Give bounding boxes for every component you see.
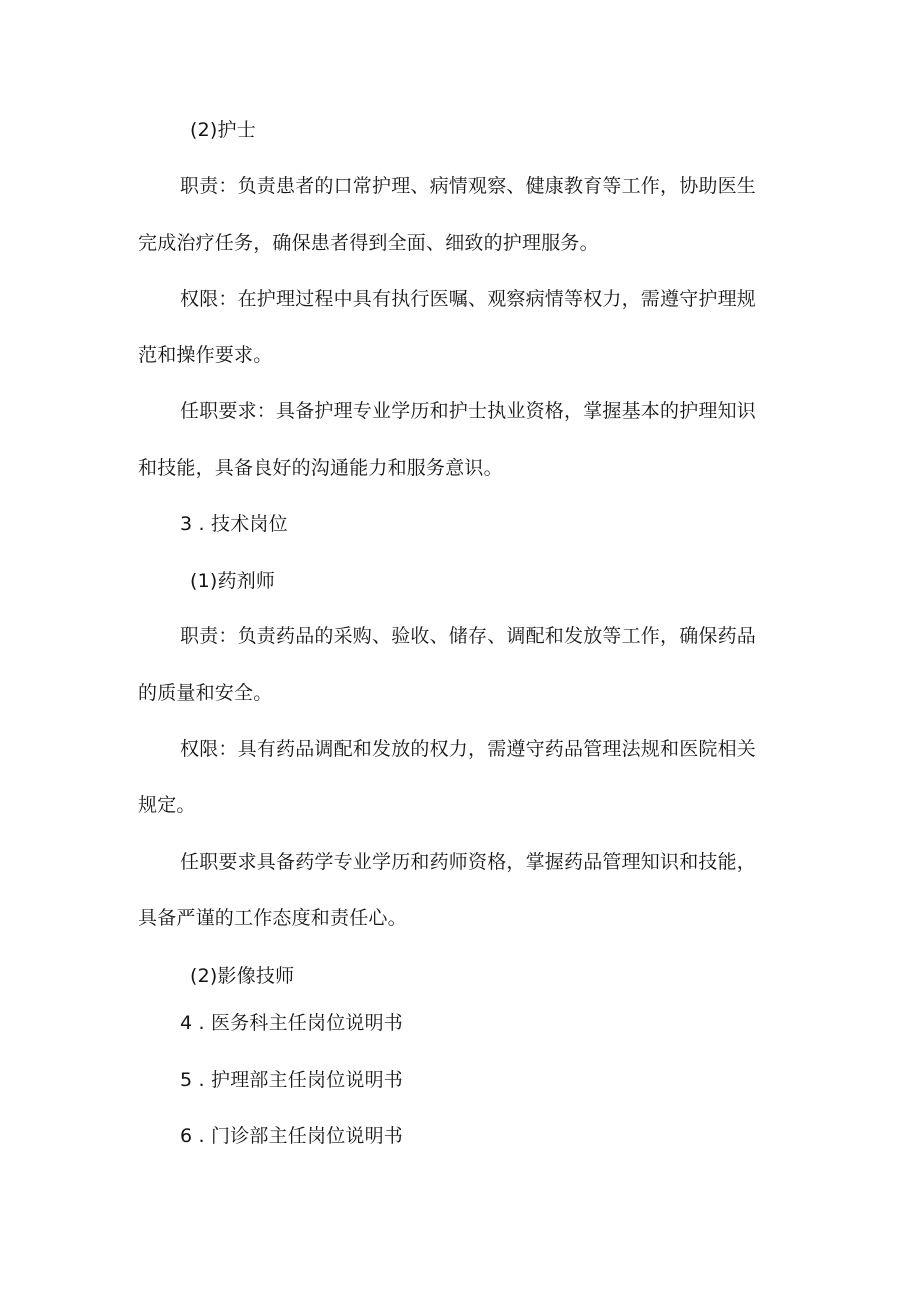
pharmacist-requirements-line2: 具备严谨的工作态度和责任心。 (138, 907, 407, 929)
nurse-requirements-line1: 任职要求：具备护理专业学历和护士执业资格，掌握基本的护理知识 (180, 400, 757, 422)
nurse-duties-line1: 职责：负责患者的口常护理、病情观察、健康教育等工作，协助医生 (180, 175, 757, 197)
pharmacist-heading: (1)药剂师 (190, 570, 276, 592)
nurse-requirements-line2: 和技能，具备良好的沟通能力和服务意识。 (138, 457, 503, 479)
nurse-authority-line2: 范和操作要求。 (138, 344, 273, 366)
nurse-duties-line2: 完成治疗任务，确保患者得到全面、细致的护理服务。 (138, 232, 599, 254)
pharmacist-authority-line1: 权限：具有药品调配和发放的权力，需遵守药品管理法规和医院相关 (180, 738, 757, 760)
list-item: 6 . 门诊部主任岗位说明书 (180, 1125, 404, 1147)
technical-heading: 3 . 技术岗位 (180, 513, 288, 535)
pharmacist-authority-line2: 规定。 (138, 794, 196, 816)
imaging-heading: (2)影像技师 (190, 965, 295, 987)
list-item: 5 . 护理部主任岗位说明书 (180, 1069, 404, 1091)
pharmacist-duties-line1: 职责：负责药品的采购、验收、储存、调配和发放等工作，确保药品 (180, 625, 757, 647)
nurse-heading: (2)护士 (190, 119, 256, 141)
list-item: 4 . 医务科主任岗位说明书 (180, 1012, 404, 1034)
pharmacist-requirements-line1: 任职要求具备药学专业学历和药师资格，掌握药品管理知识和技能， (180, 851, 757, 873)
pharmacist-duties-line2: 的质量和安全。 (138, 682, 273, 704)
nurse-authority-line1: 权限：在护理过程中具有执行医嘱、观察病情等权力，需遵守护理规 (180, 288, 757, 310)
